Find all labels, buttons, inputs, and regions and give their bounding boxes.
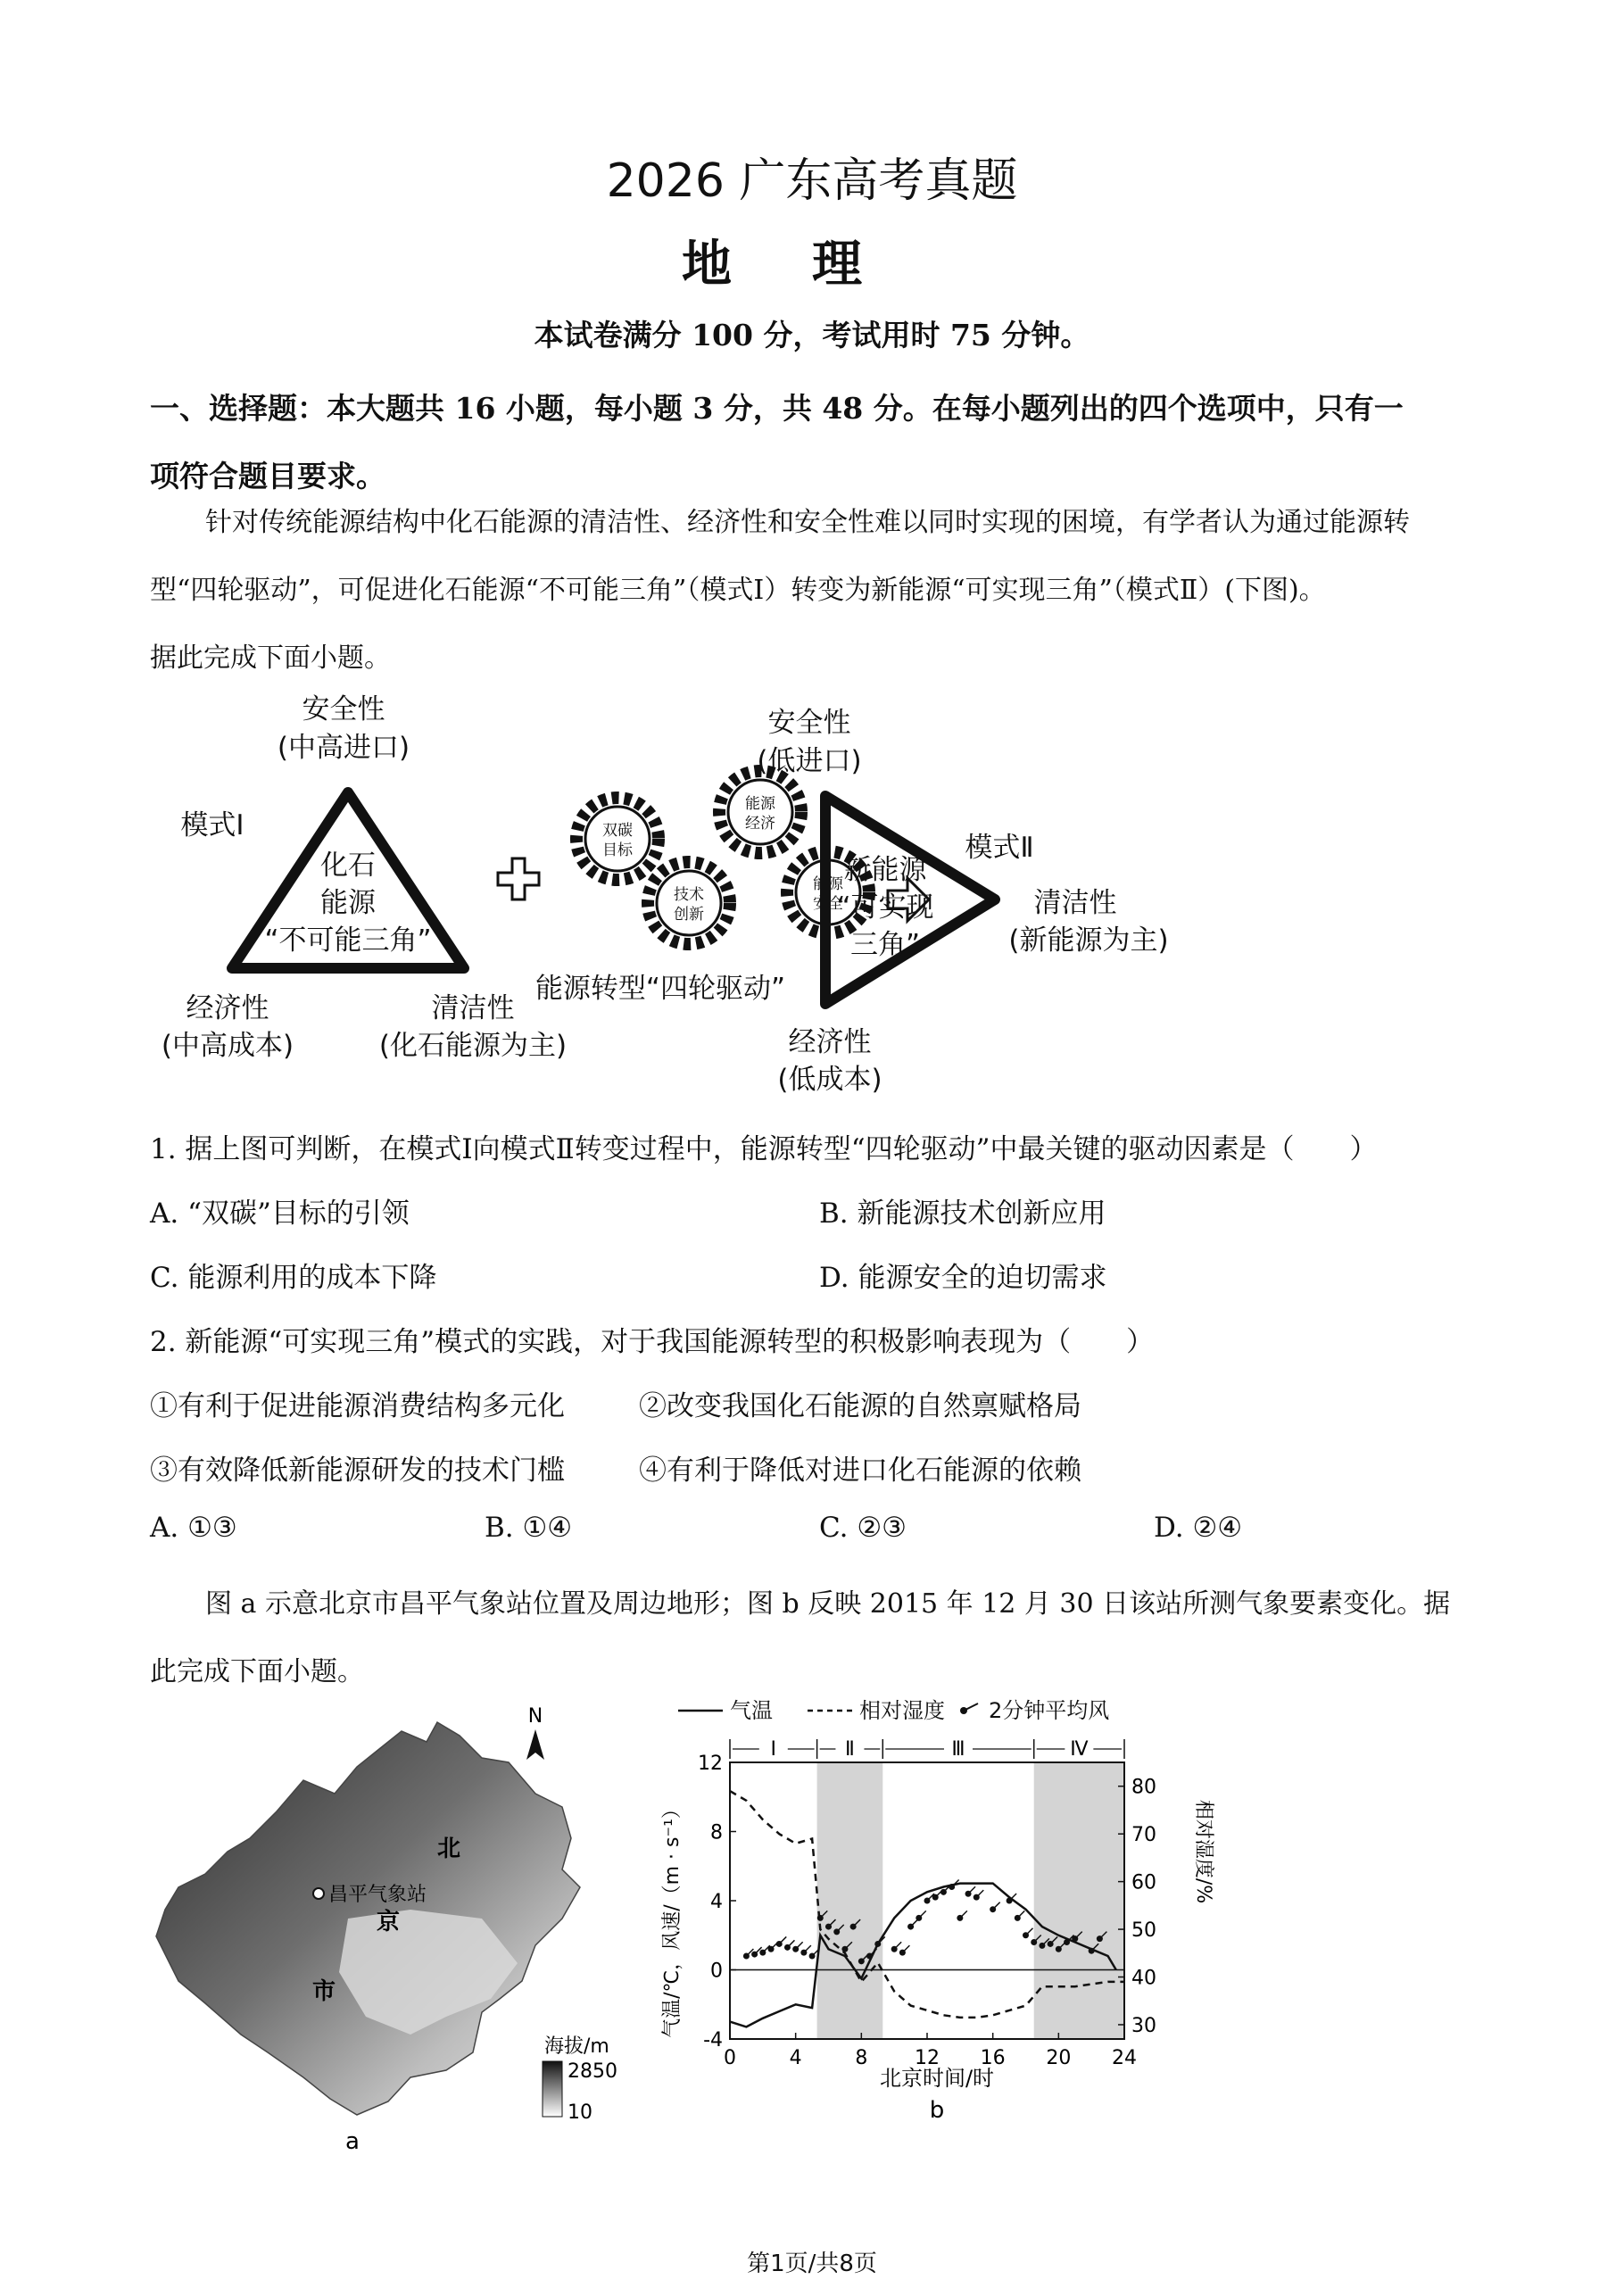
y-left-tick-label: 4 (710, 1891, 723, 1913)
left-br-sub: (化石能源为主) (378, 1030, 568, 1062)
passage-2-line1: 图 a 示意北京市昌平气象站位置及周边地形；图 b 反映 2015 年 12 月 30 日该站所测气象要素变化。据 (205, 1588, 1451, 1620)
question-2-stem: 2. 新能源“可实现三角”模式的实践，对于我国能源转型的积极影响表现为（ ） (150, 1326, 1155, 1358)
y-left-tick-label: 8 (710, 1821, 723, 1844)
north-arrow-icon (526, 1705, 544, 1760)
y-right-tick-label: 30 (1131, 2014, 1156, 2037)
left-top-label: 安全性 (302, 693, 385, 725)
north-label: N (527, 1705, 543, 1728)
wind-barb (796, 1942, 803, 1949)
left-mode-label: 模式Ⅰ (180, 809, 244, 841)
question-1-option-d[interactable]: D. 能源安全的迫切需求 (819, 1262, 1107, 1294)
x-tick-label: 20 (1046, 2047, 1072, 2069)
left-br-label: 清洁性 (431, 992, 515, 1024)
wind-barb (902, 1945, 909, 1952)
left-center-3: “不可能三角” (264, 924, 432, 957)
legend-rh-label: 相对湿度 (859, 1698, 945, 1723)
question-1-stem: 1. 据上图可判断，在模式Ⅰ向模式Ⅱ转变过程中，能源转型“四轮驱动”中最关键的驱动因素是（ ） (150, 1133, 1378, 1165)
question-1-option-c[interactable]: C. 能源利用的成本下降 (150, 1262, 437, 1294)
x-tick-label: 4 (789, 2047, 802, 2069)
passage-1 (150, 489, 1488, 692)
gear1-text-b: 目标 (602, 841, 633, 859)
right-top-sub: (低进口) (757, 745, 862, 777)
meteorology-chart-b (651, 1691, 1240, 2155)
section-heading-line2: 项符合题目要求。 (150, 459, 385, 493)
y-right-tick-label: 70 (1131, 1824, 1156, 1847)
exam-note: 本试卷满分 100 分，考试用时 75 分钟。 (534, 318, 1090, 352)
wind-barb (804, 1945, 811, 1952)
page-title: 2026 广东高考真题 (606, 154, 1018, 208)
x-tick-label: 0 (724, 2047, 736, 2069)
y-right-tick-label: 40 (1131, 1967, 1156, 1990)
right-mode-label: 模式Ⅱ (965, 832, 1034, 864)
page-footer: 第1页/共8页 (747, 2250, 877, 2277)
wind-barb (1017, 1911, 1024, 1918)
x-tick-label: 24 (1112, 2047, 1137, 2069)
gear-icon (719, 771, 801, 853)
gear2-text-a: 技术 (674, 886, 704, 904)
chart-caption: b (929, 2097, 945, 2124)
gear3-text-a: 能源 (745, 795, 775, 813)
period-label: Ⅲ (951, 1738, 965, 1761)
passage-1-line1: 针对传统能源结构中化石能源的清洁性、经济性和安全性难以同时实现的困境，有学者认为通过能源转 (205, 507, 1410, 538)
question-2-option-b[interactable]: B. ①④ (485, 1512, 573, 1544)
wind-barb (911, 1919, 918, 1927)
gear-icon (648, 862, 730, 944)
y-left-tick-label: 12 (698, 1753, 723, 1775)
x-axis-label: 北京时间/时 (879, 2066, 995, 2091)
right-b-sub: (低成本) (777, 1064, 882, 1096)
wind-barb (894, 1942, 901, 1949)
gear2-text-b: 创新 (674, 906, 704, 924)
right-center-1: 新能源 (843, 854, 927, 886)
map-caption: a (345, 2128, 360, 2155)
right-center-3: 三角” (849, 929, 921, 961)
question-1-option-b[interactable]: B. 新能源技术创新应用 (819, 1198, 1106, 1230)
gear3-text-b: 经济 (745, 815, 775, 833)
map-char-shi: 市 (312, 1978, 336, 2005)
wind-barb (919, 1911, 926, 1918)
wind-barb (1026, 1928, 1033, 1935)
x-tick-label: 16 (980, 2047, 1006, 2069)
right-r-sub: (新能源为主) (1008, 924, 1169, 957)
subject-title: 地理 (682, 236, 942, 294)
passage-1-line2: 型“四轮驱动”，可促进化石能源“不可能三角”（模式Ⅰ）转变为新能源“可实现三角”（模式Ⅱ）(下图)。 (150, 575, 1326, 606)
x-tick-label: 8 (855, 2047, 868, 2069)
plus-icon (498, 858, 539, 899)
gear4-text-b: 安全 (813, 895, 843, 913)
gear-icon (576, 798, 659, 880)
station-label: 昌平气象站 (328, 1884, 427, 1906)
gear1-text-a: 双碳 (602, 822, 633, 840)
station-marker-icon (313, 1888, 324, 1899)
y-axis-right-label: 相对湿度/% (1192, 1799, 1214, 1904)
wind-barb (779, 1936, 786, 1944)
passage-2-line2: 此完成下面小题。 (150, 1656, 364, 1687)
y-right-tick-label: 50 (1131, 1919, 1156, 1943)
right-r-label: 清洁性 (1033, 887, 1117, 919)
right-center-2: “可实现 (836, 891, 934, 924)
wind-barb (787, 1940, 794, 1947)
legend-min: 10 (568, 2101, 592, 2124)
gear4-text-a: 能源 (813, 875, 843, 893)
x-tick-label: 12 (915, 2047, 940, 2069)
legend-title: 海拔/m (544, 2035, 609, 2058)
y-right-tick-label: 60 (1131, 1871, 1156, 1894)
period-label: Ⅰ (770, 1738, 777, 1761)
question-2-statement-4: ④有利于降低对进口化石能源的依赖 (639, 1455, 1081, 1487)
legend-temp-label: 气温 (730, 1698, 773, 1723)
terrain-map-a (143, 1695, 642, 2159)
y-left-tick-label: 0 (710, 1960, 723, 1983)
chart-plot-area (698, 1737, 1156, 2069)
left-top-sub: (中高进口) (277, 732, 410, 764)
passage-1-line3: 据此完成下面小题。 (150, 642, 391, 674)
question-2-statement-2: ②改变我国化石能源的自然禀赋格局 (639, 1390, 1081, 1422)
question-2-statement-3: ③有效降低新能源研发的技术门槛 (150, 1455, 565, 1487)
energy-triangle-diagram (143, 678, 1196, 1107)
wind-barb (976, 1890, 983, 1897)
right-top-label: 安全性 (767, 707, 851, 739)
wind-barb (993, 1902, 1000, 1910)
shaded-period (1034, 1762, 1124, 2039)
left-center-2: 能源 (320, 887, 376, 919)
map-char-jing: 京 (377, 1909, 401, 1935)
left-bl-label: 经济性 (186, 992, 269, 1024)
period-label: Ⅳ (1070, 1738, 1089, 1761)
gears-caption: 能源转型“四轮驱动” (534, 973, 786, 1005)
question-2-option-c[interactable]: C. ②③ (819, 1512, 907, 1544)
y-left-tick-label: -4 (703, 2029, 723, 2051)
y-axis-left-label: 气温/℃，风速/（m · s⁻¹） (661, 1799, 684, 2038)
question-2-option-a[interactable]: A. ①③ (150, 1512, 237, 1544)
section-heading-line1: 一、选择题：本大题共 16 小题，每小题 3 分，共 48 分。在每小题列出的四个选项中，只有一 (150, 391, 1404, 426)
y-right-tick-label: 80 (1131, 1776, 1156, 1799)
right-b-label: 经济性 (788, 1026, 872, 1058)
wind-barb (968, 1886, 975, 1894)
period-label: Ⅱ (845, 1738, 855, 1761)
elevation-legend-bar (543, 2061, 562, 2117)
left-bl-sub: (中高成本) (161, 1030, 294, 1062)
shaded-period (817, 1762, 883, 2039)
question-2-option-d[interactable]: D. ②④ (1154, 1512, 1243, 1544)
left-center-1: 化石 (320, 850, 376, 882)
legend-max: 2850 (568, 2060, 617, 2083)
legend-wind-barb (964, 1703, 978, 1711)
wind-barb (960, 1911, 967, 1918)
question-2-statement-1: ①有利于促进能源消费结构多元化 (150, 1390, 565, 1422)
passage-2 (150, 1571, 1488, 1706)
question-1-option-a[interactable]: A. “双碳”目标的引领 (150, 1198, 410, 1230)
legend-wind-label: 2分钟平均风 (989, 1698, 1110, 1723)
map-char-bei: 北 (437, 1836, 461, 1862)
